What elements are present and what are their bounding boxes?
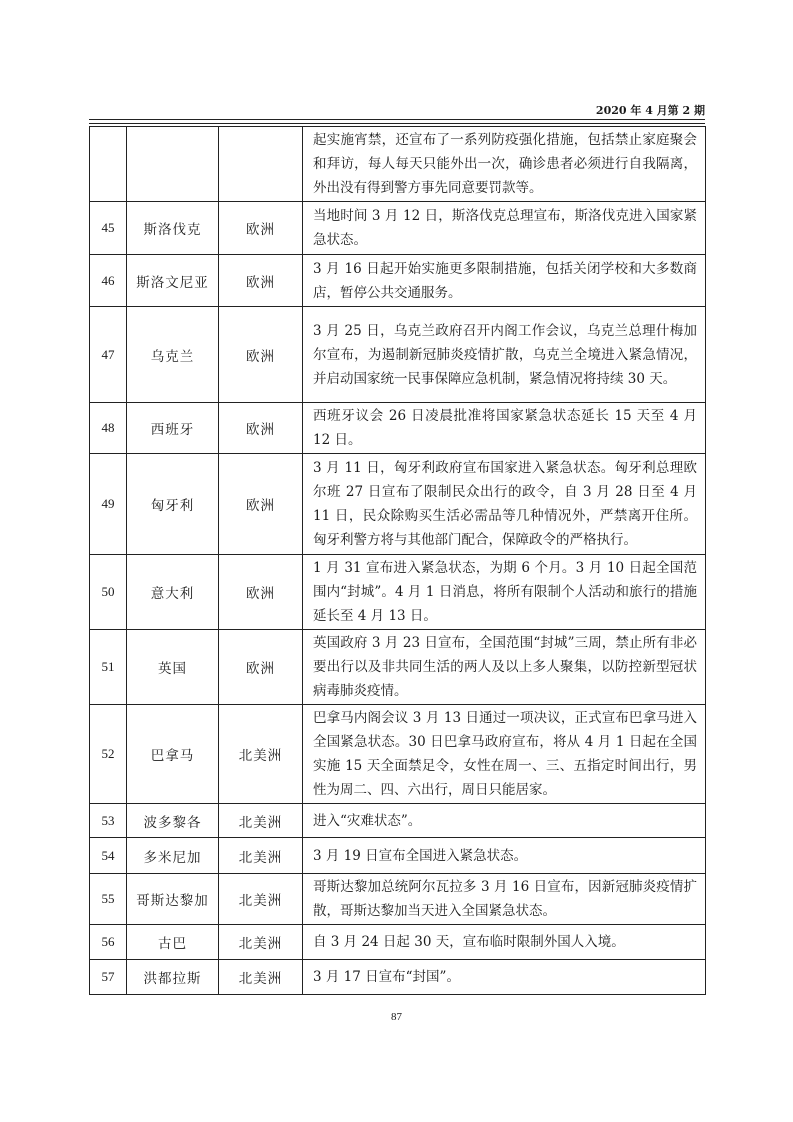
measure-description: 自 3 月 24 日起 30 天，宣布临时限制外国人入境。: [303, 925, 706, 960]
measure-description: 哥斯达黎加总统阿尔瓦拉多 3 月 16 日宣布，因新冠肺炎疫情扩散，哥斯达黎加当天进入全国紧急状态。: [303, 874, 706, 925]
header-rule-thin: [89, 123, 705, 124]
row-number: 53: [90, 804, 127, 838]
measure-description: 1 月 31 宣布进入紧急状态，为期 6 个月。3 月 10 日起全国范围内“封城”。4 月 1 日消息，将所有限制个人活动和旅行的措施延长至 4 月 13 日。: [303, 555, 706, 630]
row-number: 57: [90, 960, 127, 995]
country-name: 斯洛文尼亚: [127, 255, 219, 307]
measure-description: 3 月 19 日宣布全国进入紧急状态。: [303, 838, 706, 874]
measure-description: 巴拿马内阁会议 3 月 13 日通过一项决议，正式宣布巴拿马进入全国紧急状态。30 日巴拿马政府宣布，将从 4 月 1 日起在全国实施 15 天全面禁足令，女性在周一、三、五指定时间出行，男性为周二、四、六出行，周日只能居家。: [303, 705, 706, 804]
table-row: [90, 960, 706, 995]
region-name: 北美洲: [219, 874, 303, 925]
table-row: [90, 454, 706, 555]
measure-description: 进入“灾难状态”。: [303, 804, 706, 838]
measure-description: 3 月 16 日起开始实施更多限制措施，包括关闭学校和大多数商店，暂停公共交通服务。: [303, 255, 706, 307]
row-number: [90, 127, 127, 202]
measure-description: 3 月 17 日宣布“封国”。: [303, 960, 706, 995]
country-name: 乌克兰: [127, 307, 219, 403]
table-row: [90, 255, 706, 307]
country-name: 意大利: [127, 555, 219, 630]
row-number: 56: [90, 925, 127, 960]
row-number: 46: [90, 255, 127, 307]
region-name: 北美洲: [219, 804, 303, 838]
country-name: 波多黎各: [127, 804, 219, 838]
region-name: 欧洲: [219, 307, 303, 403]
region-name: 北美洲: [219, 838, 303, 874]
region-name: 北美洲: [219, 960, 303, 995]
measure-description: 西班牙议会 26 日凌晨批准将国家紧急状态延长 15 天至 4 月 12 日。: [303, 403, 706, 454]
region-name: 北美洲: [219, 925, 303, 960]
table-row: [90, 202, 706, 255]
table-row: [90, 874, 706, 925]
table-row: [90, 925, 706, 960]
region-name: 欧洲: [219, 630, 303, 705]
country-name: [127, 127, 219, 202]
table-row: [90, 307, 706, 403]
country-name: 巴拿马: [127, 705, 219, 804]
header-rule-thick: [89, 119, 705, 120]
region-name: 欧洲: [219, 403, 303, 454]
region-name: 欧洲: [219, 255, 303, 307]
country-name: 古巴: [127, 925, 219, 960]
table-row: [90, 127, 706, 202]
country-name: 匈牙利: [127, 454, 219, 555]
country-name: 多米尼加: [127, 838, 219, 874]
row-number: 47: [90, 307, 127, 403]
region-name: 欧洲: [219, 202, 303, 255]
country-name: 洪都拉斯: [127, 960, 219, 995]
row-number: 52: [90, 705, 127, 804]
page-number: 87: [391, 1011, 402, 1023]
region-name: 欧洲: [219, 454, 303, 555]
row-number: 45: [90, 202, 127, 255]
countries-table: [89, 126, 706, 995]
country-name: 哥斯达黎加: [127, 874, 219, 925]
table-row: [90, 838, 706, 874]
table-row: [90, 555, 706, 630]
measure-description: 3 月 11 日，匈牙利政府宣布国家进入紧急状态。匈牙利总理欧尔班 27 日宣布了限制民众出行的政令，自 3 月 28 日至 4 月 11 日，民众除购买生活必需品等几种情况外，严禁离开住所。匈牙利警方将与其他部门配合，保障政令的严格执行。: [303, 454, 706, 555]
table-row: [90, 630, 706, 705]
row-number: 55: [90, 874, 127, 925]
row-number: 48: [90, 403, 127, 454]
region-name: 欧洲: [219, 555, 303, 630]
measure-description: 英国政府 3 月 23 日宣布，全国范围“封城”三周，禁止所有非必要出行以及非共同生活的两人及以上多人聚集，以防控新型冠状病毒肺炎疫情。: [303, 630, 706, 705]
measure-description: 起实施宵禁，还宣布了一系列防疫强化措施，包括禁止家庭聚会和拜访，每人每天只能外出一次，确诊患者必须进行自我隔离，外出没有得到警方事先同意要罚款等。: [303, 127, 706, 202]
row-number: 50: [90, 555, 127, 630]
country-name: 西班牙: [127, 403, 219, 454]
row-number: 54: [90, 838, 127, 874]
measure-description: 当地时间 3 月 12 日，斯洛伐克总理宣布，斯洛伐克进入国家紧急状态。: [303, 202, 706, 255]
region-name: [219, 127, 303, 202]
row-number: 51: [90, 630, 127, 705]
measure-description: 3 月 25 日，乌克兰政府召开内阁工作会议，乌克兰总理什梅加尔宣布，为遏制新冠肺炎疫情扩散，乌克兰全境进入紧急情况，并启动国家统一民事保障应急机制，紧急情况将持续 30 天。: [303, 307, 706, 403]
country-name: 斯洛伐克: [127, 202, 219, 255]
region-name: 北美洲: [219, 705, 303, 804]
table-row: [90, 804, 706, 838]
issue-header: 2020 年 4 月第 2 期: [595, 104, 705, 117]
country-name: 英国: [127, 630, 219, 705]
table-row: [90, 705, 706, 804]
row-number: 49: [90, 454, 127, 555]
table-row: [90, 403, 706, 454]
